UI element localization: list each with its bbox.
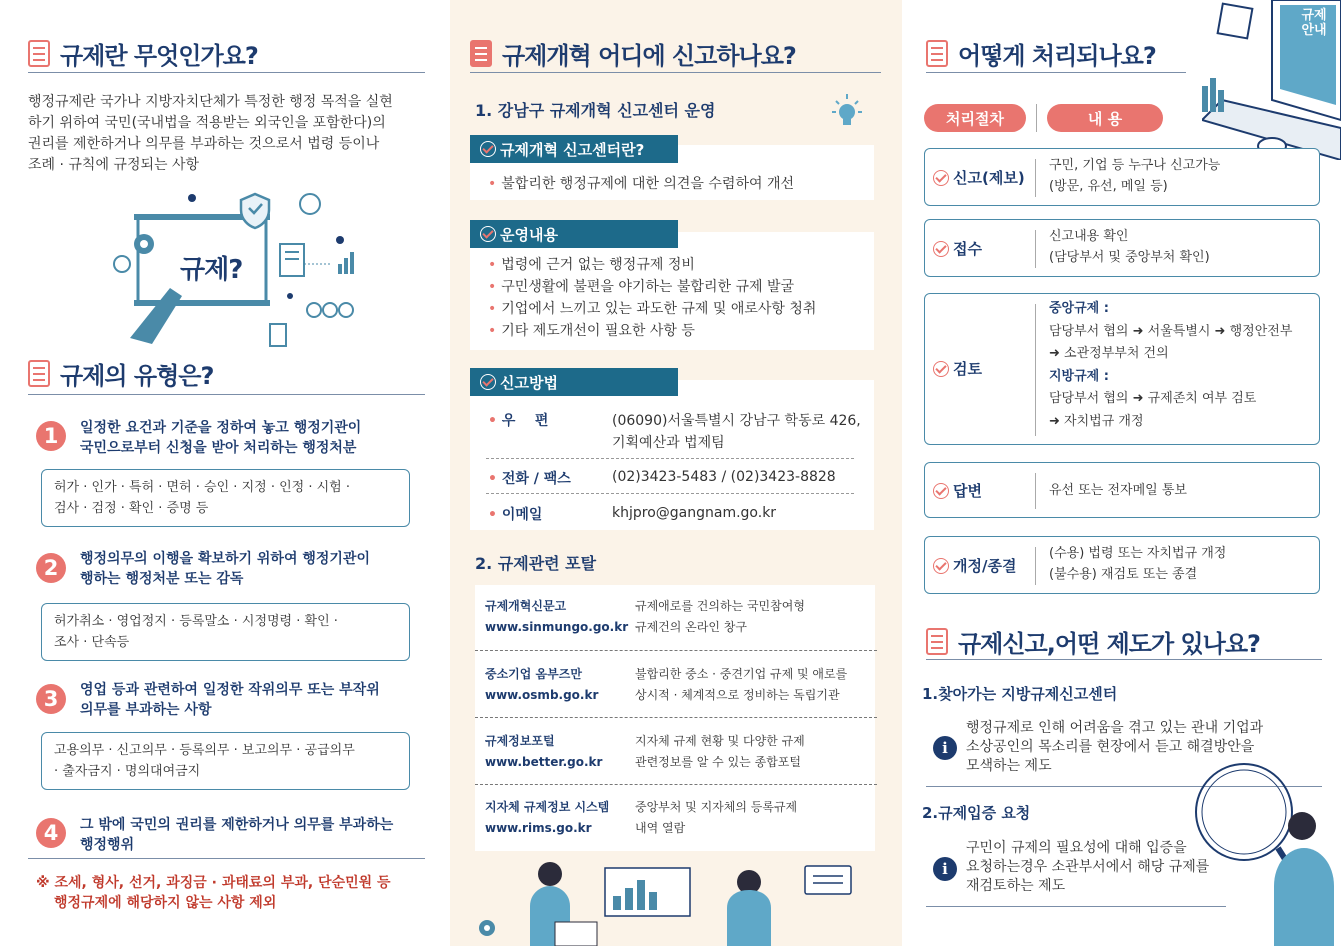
example-line: 검사 · 검정 · 확인 · 증명 등: [54, 501, 209, 516]
tag-label: 규제개혁 신고센터란?: [500, 140, 645, 159]
system-title: 1.찾아가는 지방규제신고센터: [922, 685, 1118, 703]
magnifier-icon: [1196, 764, 1292, 860]
subsection-title: 2. 규제관련 포탈: [475, 554, 597, 573]
step-reply: [924, 462, 1320, 518]
step-receive: [924, 219, 1320, 277]
step-label: [933, 167, 1025, 188]
portal-desc: 규제애로를 건의하는 국민참여형: [635, 599, 805, 613]
method-value: (02)3423-5483 / (02)3423-8828: [612, 469, 836, 485]
portal-name: 지자체 규제정보 시스템: [485, 800, 610, 814]
check-icon: [480, 374, 496, 390]
type-example-box: [41, 603, 410, 661]
type-line: 의무를 부과하는 사항: [80, 702, 212, 718]
step-report: [924, 148, 1320, 206]
dashed-divider: [475, 717, 877, 718]
intro-line: 행정규제란 국가나 지방자치단체가 특정한 행정 목적을 실현: [28, 94, 393, 110]
document-icon: [926, 40, 948, 67]
method-line: 기획예산과 법제팀: [612, 435, 725, 451]
type-line: 행하는 행정처분 또는 감독: [80, 571, 244, 587]
method-value: khjpro@gangnam.go.kr: [612, 505, 777, 521]
lightbulb-icon: [824, 90, 870, 130]
system-description: [966, 839, 1209, 896]
section-title-text: 규제신고,어떤 제도가 있나요?: [958, 630, 1260, 658]
bullet-list: • 법령에 근거 없는 행정규제 정비 • 구민생활에 불편을 야기하는 불합리한 규제 발굴 • 기업에서 느끼고 있는 과도한 규제 및 애로사항 청취 • 기타 제도개선이 필요한 사항 등: [488, 257, 817, 339]
tag-label: 운영내용: [500, 225, 558, 244]
step-divider: [1035, 473, 1036, 509]
example-line: · 출자금지 · 명의대여금지: [54, 764, 201, 779]
info-icon: i: [933, 736, 957, 760]
bullet-item: • 불합리한 행정규제에 대한 의견을 수렴하여 개선: [488, 176, 794, 192]
tag-operations: [470, 220, 678, 248]
step-line: 담당부서 협의 ➜ 규제존치 여부 검토: [1049, 391, 1257, 406]
bullet-text: 기업에서 느끼고 있는 과도한 규제 및 애로사항 청취: [501, 301, 817, 317]
step-content: [1049, 543, 1226, 585]
check-icon: [480, 226, 496, 242]
step-content: 유선 또는 전자메일 통보: [1049, 483, 1187, 498]
bullet-text: 불합리한 행정규제에 대한 의견을 수렴하여 개선: [501, 176, 794, 192]
bullet-text: 법령에 근거 없는 행정규제 정비: [501, 257, 695, 273]
system-line: 소상공인의 목소리를 현장에서 듣고 해결방안을: [966, 739, 1255, 755]
check-icon: [933, 241, 949, 257]
document-icon: [28, 40, 50, 67]
header-divider: [1036, 104, 1037, 132]
dashed-divider: [475, 784, 877, 785]
type-line: 일정한 요건과 기준을 정하여 놓고 행정기관이: [80, 420, 362, 436]
step-label-text: 검토: [953, 360, 982, 378]
portal-url[interactable]: www.better.go.kr: [485, 755, 603, 769]
step-line: 구민, 기업 등 누구나 신고가능: [1049, 158, 1221, 173]
report-method-panel: [470, 380, 874, 530]
people-icon: [300, 194, 320, 214]
intro-text: [28, 92, 438, 176]
header-procedure: 처리절차: [924, 104, 1026, 132]
section-title-text: 규제의 유형은?: [60, 362, 214, 390]
illustration-label: 규제?: [180, 255, 243, 285]
step-line: (방문, 유선, 메일 등): [1049, 179, 1168, 194]
divider: [470, 72, 881, 73]
operations-panel: [470, 232, 874, 350]
step-line: (불수용) 재검토 또는 종결: [1049, 567, 1198, 582]
type-line: 행정행위: [80, 837, 135, 853]
subsection-title: 1. 강남구 규제개혁 신고센터 운영: [475, 101, 716, 120]
step-amend-close: [924, 536, 1320, 594]
system-line: 모색하는 제도: [966, 758, 1052, 774]
type-description: [80, 815, 393, 855]
tag-label: 신고방법: [500, 373, 558, 392]
portal-name: 규제정보포털: [485, 734, 555, 748]
type-description: [80, 549, 370, 589]
step-label-text: 답변: [953, 482, 982, 500]
example-line: 허가취소 · 영업정지 · 등록말소 · 시정명령 · 확인 ·: [54, 614, 338, 629]
divider: [28, 72, 425, 73]
divider: [926, 72, 1186, 73]
step-content: [1049, 155, 1220, 197]
portal-name: 중소기업 옴부즈만: [485, 667, 582, 681]
bar-chart-icon: [338, 264, 342, 274]
portal-url[interactable]: www.rims.go.kr: [485, 821, 592, 835]
bullet-text: 구민생활에 불편을 야기하는 불합리한 규제 발굴: [501, 279, 794, 295]
section-title-types: [28, 356, 213, 391]
people-illustration: [475, 852, 875, 946]
type-line: 국민으로부터 신청을 받아 처리하는 행정처분: [80, 440, 357, 456]
step-divider: [1035, 304, 1036, 436]
info-icon: i: [933, 857, 957, 881]
gear-icon: [114, 256, 130, 272]
step-divider: [1035, 547, 1036, 585]
check-icon: [480, 141, 496, 157]
step-label-text: 개정/종결: [953, 557, 1017, 575]
system-title: 2.규제입증 요청: [922, 804, 1031, 822]
column-where-to-report: [450, 0, 902, 946]
bar-chart-icon: [1202, 86, 1208, 112]
step-divider: [1035, 230, 1036, 268]
step-divider: [1035, 159, 1036, 197]
method-label: • 이메일: [488, 507, 543, 523]
note-line: ※ 조세, 형사, 선거, 과징금 · 과태료의 부과, 단순민원 등: [36, 875, 391, 891]
team-icon: [307, 303, 321, 317]
check-icon: [933, 558, 949, 574]
type-example-box: [41, 732, 410, 790]
person-icon: [1288, 812, 1316, 840]
step-label-text: 접수: [953, 240, 982, 258]
tag-center-definition: [470, 135, 678, 163]
system-line: 행정규제로 인해 어려움을 겪고 있는 관내 기업과: [966, 720, 1264, 736]
method-label-text: 우 편: [501, 413, 549, 429]
type-line: 행정의무의 이행을 확보하기 위하여 행정기관이: [80, 551, 370, 567]
intro-line: 하기 위하여 국민(국내법을 적용받는 외국인을 포함한다)의: [28, 115, 386, 131]
step-label: [933, 238, 982, 259]
section-title-text: 어떻게 처리되나요?: [958, 42, 1156, 70]
section-title-systems: [926, 624, 1260, 659]
chat-bubble-icon: [805, 866, 851, 894]
note-line: 행정규제에 해당하지 않는 사항 제외: [54, 895, 277, 911]
document-icon: [28, 360, 50, 387]
number-badge: 1: [36, 421, 66, 451]
type-line: 그 밖에 국민의 권리를 제한하거나 의무를 부과하는: [80, 817, 394, 833]
check-icon: [933, 361, 949, 377]
system-line: 구민이 규제의 필요성에 대해 입증을: [966, 840, 1187, 856]
method-label: • 우 편: [488, 413, 549, 429]
dashed-divider: [475, 650, 877, 651]
portal-desc: 지자체 규제 현황 및 다양한 규제: [635, 734, 805, 748]
portal-row: [475, 664, 877, 728]
portal-desc: 중앙부처 및 지자체의 등록규제: [635, 800, 798, 814]
magnifier-person-illustration: [1192, 760, 1341, 946]
portal-row: [475, 731, 877, 795]
check-icon: [933, 170, 949, 186]
divider: [28, 394, 425, 395]
step-line: ➜ 자치법규 개정: [1049, 413, 1144, 429]
number-badge: 4: [36, 818, 66, 848]
guide-cover-label: 규제 안내: [1301, 8, 1327, 38]
portal-desc: 규제건의 온라인 창구: [635, 620, 747, 634]
step-label-text: 신고(제보): [953, 169, 1025, 187]
portal-url[interactable]: www.sinmungo.go.kr: [485, 620, 629, 634]
bullet-text: 기타 제도개선이 필요한 사항 등: [501, 323, 695, 339]
step-line: 신고내용 확인: [1049, 229, 1129, 244]
method-label: • 전화 / 팩스: [488, 471, 571, 487]
step-line: ➜ 소관정부부처 건의: [1049, 346, 1169, 361]
section-title-text: 규제개혁 어디에 신고하나요?: [502, 42, 796, 70]
document-icon: [470, 40, 492, 67]
section-title-process: [926, 36, 1156, 71]
step-line: (수용) 법령 또는 자치법규 개정: [1049, 546, 1227, 561]
step-content: [1049, 226, 1210, 268]
check-icon: [933, 483, 949, 499]
step-label: [933, 358, 982, 379]
intro-line: 권리를 제한하거나 의무를 부과하는 것으로서 법령 등이나: [28, 136, 380, 152]
exclusion-note: [36, 873, 436, 913]
portal-url[interactable]: www.osmb.go.kr: [485, 688, 599, 702]
example-line: 고용의무 · 신고의무 · 등록의무 · 보고의무 · 공급의무: [54, 743, 355, 758]
system-line: 요청하는경우 소관부서에서 해당 규제를: [966, 859, 1210, 875]
type-description: [80, 680, 380, 720]
column-processing: [902, 0, 1341, 946]
dashed-divider: [486, 493, 854, 494]
person-icon: [538, 862, 562, 886]
column-what-is-regulation: [0, 0, 450, 946]
divider: [28, 858, 425, 859]
step-heading: 중앙규제 :: [1049, 301, 1109, 316]
dashed-divider: [486, 458, 854, 459]
portal-desc: 상시적 · 체계적으로 정비하는 독립기관: [635, 688, 840, 702]
header-content: 내 용: [1047, 104, 1163, 132]
section-title-what: [28, 36, 258, 71]
divider: [926, 659, 1322, 660]
portal-desc: 내역 열람: [635, 821, 686, 835]
tag-report-method: [470, 368, 678, 396]
step-line: (담당부서 및 중앙부처 확인): [1049, 250, 1210, 265]
example-line: 허가 · 인가 · 특허 · 면허 · 승인 · 지정 · 인정 · 시험 ·: [54, 480, 350, 495]
portal-name: 규제개혁신문고: [485, 599, 567, 613]
step-label: [933, 555, 1016, 576]
step-heading: 지방규제 :: [1049, 368, 1109, 384]
method-label-text: 이메일: [501, 507, 543, 523]
system-line: 재검토하는 제도: [966, 878, 1066, 894]
step-review: [924, 293, 1320, 445]
step-content: [1049, 298, 1292, 433]
step-line: 담당부서 협의 ➜ 서울특별시 ➜ 행정안전부: [1049, 323, 1293, 339]
type-line: 영업 등과 관련하여 일정한 작위의무 또는 부작위: [80, 682, 380, 698]
laptop-icon: [555, 922, 597, 946]
section-title-where: [470, 36, 796, 71]
portal-desc: 불합리한 중소 · 중견기업 규제 및 애로를: [635, 667, 848, 681]
type-description: [80, 418, 361, 458]
example-line: 조사 · 단속등: [54, 635, 130, 650]
method-label-text: 전화 / 팩스: [501, 471, 571, 487]
method-line: (06090)서울특별시 강남구 학동로 426,: [612, 413, 861, 429]
method-value: [612, 410, 861, 454]
type-example-box: [41, 469, 410, 527]
document-icon: [926, 628, 948, 655]
number-badge: 2: [36, 553, 66, 583]
number-badge: 3: [36, 684, 66, 714]
intro-line: 조례 · 규칙에 규정되는 사항: [28, 157, 200, 173]
step-label: [933, 480, 982, 501]
page-title: 규제란 무엇인가요?: [60, 42, 258, 70]
portal-desc: 관련정보를 알 수 있는 종합포털: [635, 755, 801, 769]
divider: [926, 906, 1226, 907]
